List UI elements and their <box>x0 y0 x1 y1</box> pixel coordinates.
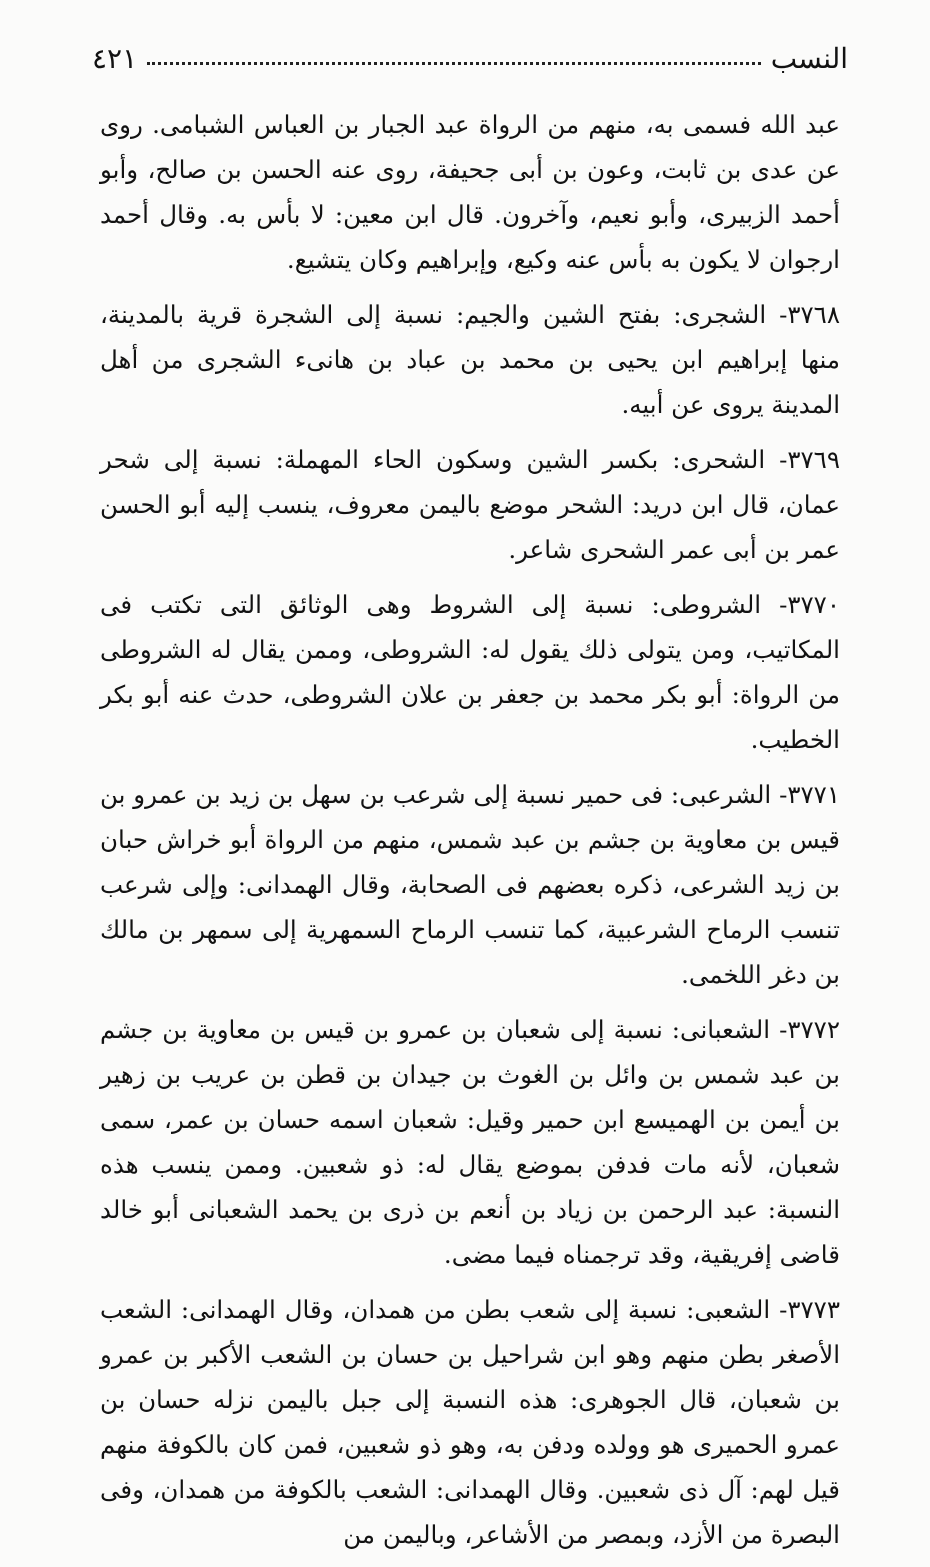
running-header <box>92 38 848 78</box>
entry-3773: ٣٧٧٣- الشعبى: نسبة إلى شعب بطن من همدان، وقال الهمدانى: الشعب الأصغر بطن منهم وهو ابن شراحيل بن حسان بن الشعب الأكبر بن عمرو بن شعبان، قال الجوهرى: هذه النسبة إلى جبل باليمن نزله حسان بن عمرو الحميرى هو وولده ودفن به، وهو ذو شعبين، فمن كان بالكوفة منهم قيل لهم: آل ذى شعبين. وقال الهمدانى: الشعب بالكوفة من همدان، وفى البصرة من الأزد، وبمصر من الأشاعر، وباليمن من <box>100 1295 840 1549</box>
entry-3769: ٣٧٦٩- الشحرى: بكسر الشين وسكون الحاء المهملة: نسبة إلى شحر عمان، قال ابن دريد: الشحر موضع باليمن معروف، ينسب إليه أبو الحسن عمر بن أبى عمر الشحرى شاعر. <box>100 445 840 564</box>
entry-3770: ٣٧٧٠- الشروطى: نسبة إلى الشروط وهى الوثائق التى تكتب فى المكاتيب، ومن يتولى ذلك يقول له: الشروطى، وممن يقال له الشروطى من الرواة: أبو بكر محمد بن جعفر بن علان الشروطى، حدث عنه أبو بكر الخطيب. <box>100 590 840 754</box>
page-number: ٤٢١ <box>92 41 138 75</box>
header-title: النسب <box>770 41 848 75</box>
entry-3771: ٣٧٧١- الشرعبى: فى حمير نسبة إلى شرعب بن سهل بن زيد بن عمرو بن قيس بن معاوية بن جشم بن عبد شمس، منهم من الرواة أبو خراش حبان بن زيد الشرعى، ذكره بعضهم فى الصحابة، وقال الهمدانى: وإلى شرعب تنسب الرماح الشرعبية، كما تنسب الرماح السمهرية إلى سمهر بن مالك بن دغر اللخمى. <box>100 780 840 989</box>
entry-3772: ٣٧٧٢- الشعبانى: نسبة إلى شعبان بن عمرو بن قيس بن معاوية بن جشم بن عبد شمس بن وائل بن الغوث بن جيدان بن قطن بن عريب بن زهير بن أيمن بن الهميسع ابن حمير وقيل: شعبان اسمه حسان بن عمر، سمى شعبان، لأنه مات فدفن بموضع يقال له: ذو شعبين. وممن ينسب هذه النسبة: عبد الرحمن بن زياد بن أنعم بن ذرى بن يحمد الشعبانى أبو خالد قاضى إفريقية، وقد ترجمناه فيما مضى. <box>100 1015 840 1269</box>
paragraph-continuation: عبد الله فسمى به، منهم من الرواة عبد الجبار بن العباس الشبامى. روى عن عدى بن ثابت، وعون بن أبى جحيفة، روى عنه الحسن بن صالح، وأبو أحمد الزبيرى، وأبو نعيم، وآخرون. قال ابن معين: لا بأس به. وقال أحمد ارجوان لا يكون به بأس عنه وكيع، وإبراهيم وكان يتشيع. <box>100 110 840 274</box>
header-dot-leader <box>147 62 761 65</box>
page-body <box>100 102 840 1567</box>
entry-3768: ٣٧٦٨- الشجرى: بفتح الشين والجيم: نسبة إلى الشجرة قرية بالمدينة، منها إبراهيم ابن يحيى بن محمد بن عباد بن هانىء الشجرى من أهل المدينة يروى عن أبيه. <box>100 300 840 419</box>
